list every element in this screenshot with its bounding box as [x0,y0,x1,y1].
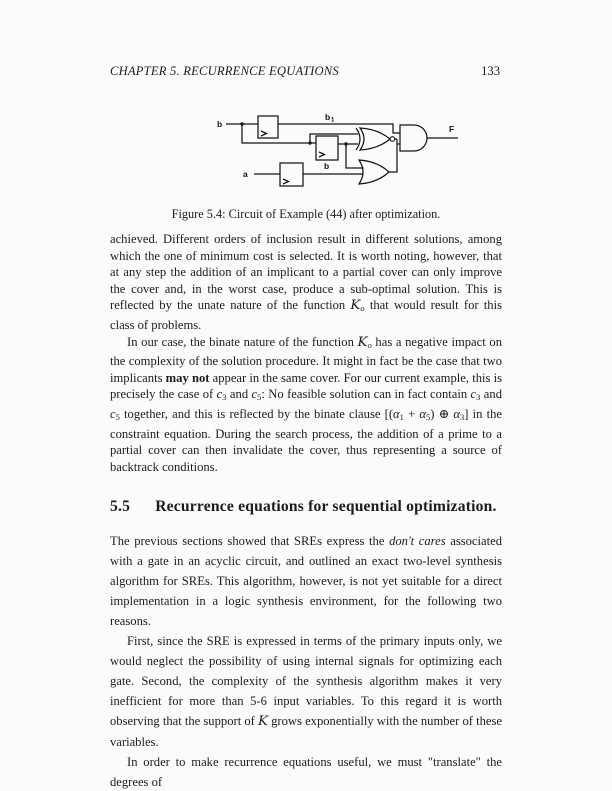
or-gate [359,160,389,184]
label-ff2-b: b [324,161,330,171]
circuit-figure [180,103,470,203]
paragraph-3: The previous sections showed that SREs express the don't cares associated with a gate in an acyclic circuit, and outlined an exact two-level synthesis algorithm for SREs. This algorithm, however, is not yet suitable for a direct implementation in a logic synthesis environment, for the following two reasons. [110,534,502,629]
flipflop-b1 [258,116,278,138]
wire-junction-dot [308,141,311,144]
paragraph-5: In order to make recurrence equations useful, we must "translate" the degrees of [110,755,502,790]
inverter-bubble [390,137,395,142]
body-text [110,231,502,791]
label-input-b: b [217,119,223,129]
label-signal-b1-sub: 1 [331,117,335,124]
section-heading [110,498,502,516]
page-header [110,64,500,79]
label-input-a: a [243,169,248,179]
section-title: Recurrence equations for sequential optimization. [155,498,497,516]
chapter-running-title: CHAPTER 5. RECURRENCE EQUATIONS [110,64,339,78]
figure-caption: Figure 5.4: Circuit of Example (44) after optimization. [171,207,441,221]
label-signal-b1: b [325,112,331,122]
flipflop-b2 [316,136,338,160]
paragraph-4: First, since the SRE is expressed in terms of the primary inputs only, we would neglect the possibility of using internal signals for optimizing each gate. Second, the complexity of the synthesis algorithm makes it very inefficient for more than 5-6 input variables. To this regard it is worth observing that the support of K grows exponentially with the number of these variables. [110,634,503,750]
wire-junction-dot [240,122,243,125]
and-gate [400,125,427,151]
page-number: 133 [481,64,500,78]
wire-junction-dot [344,142,347,145]
paragraph-1: achieved. Different orders of inclusion result in different solutions, among which the one of minimum cost is selected. It is worth noting, however, that at any step the addition of an implicant to a partial cover can only improve the cover and, in the worst case, produce a sub-optimal solution. This is reflected by the unate nature of the function Ko that would result for this class of problems. [110,232,502,332]
section-number: 5.5 [110,498,131,516]
circuit-wires [226,122,458,174]
flipflop-a [280,163,303,186]
label-output-f: F [449,124,455,134]
xnor-gate [356,128,395,150]
paragraph-2: In our case, the binate nature of the function Ko has a negative impact on the complexity of the solution procedure. It might in fact be the case that two implicants may not appear in the same cover. For our current example, this is precisely the case of c3 and c5: No feasible solution can in fact contain c3 and c5 together, and this is reflected by the binate clause [(α1 + α5) ⊕ α3] in the constraint equation. During the search process, the addition of a prime to a partial cover can then invalidate the cover, thus representing a source of backtrack conditions. [110,334,502,474]
